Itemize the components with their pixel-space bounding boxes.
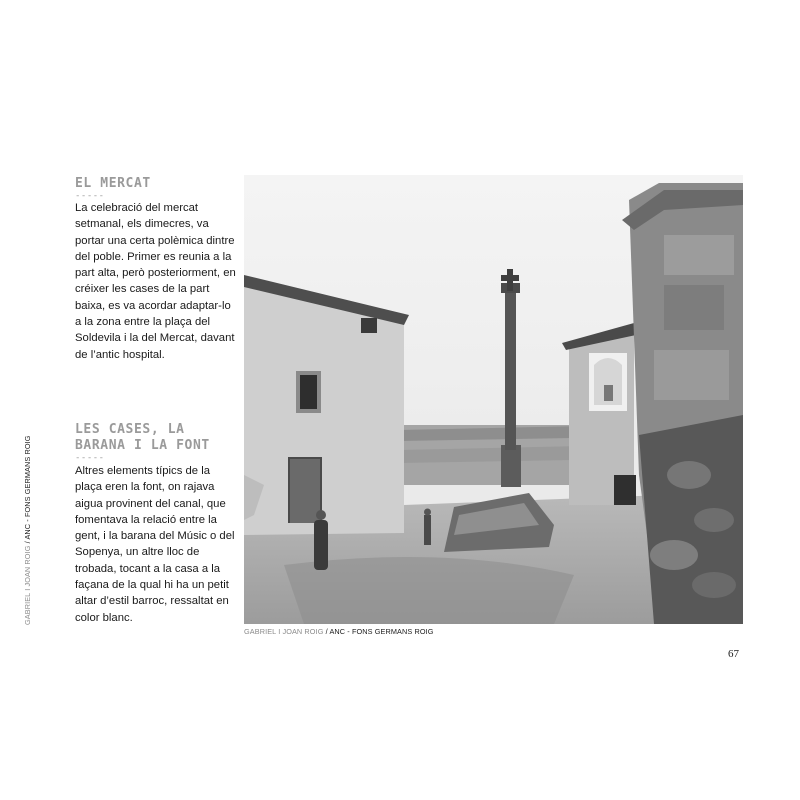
section-body-el-mercat: La celebració del mercat setmanal, els dimecres, va portar una certa polèmica dintre del poble. Primer es reunia a la part alta, però posteriorment, en créixer les cases de la part baixa, es va acordar adaptar-lo a la zona entre la plaça del Soldevila i la del Mercat, davant de l’antic hospital. bbox=[75, 202, 236, 361]
section-body-les-cases: Altres elements típics de la plaça eren la font, on rajava aigua provinent del canal, que fomentava la relació entre la gent, i la barana del Músic o del Sopenya, un altre lloc de trobada, tocant a la casa a la façana de la qual hi ha un petit altar d’estil barroc, ressaltat en color blanc. bbox=[75, 465, 235, 624]
photo-credit-authors: GABRIEL I JOAN ROIG bbox=[244, 627, 324, 636]
section-divider-2: ----- bbox=[75, 453, 105, 463]
section-title-el-mercat: EL MERCAT bbox=[75, 176, 151, 191]
section-divider-1: ----- bbox=[75, 191, 105, 201]
side-credit-authors: GABRIEL I JOAN ROIG bbox=[23, 545, 32, 625]
photo-credit-separator: / bbox=[323, 627, 330, 636]
photo-credit bbox=[244, 627, 434, 636]
side-photo-credit bbox=[23, 435, 32, 625]
page-number: 67 bbox=[728, 648, 739, 660]
historical-photo bbox=[244, 175, 743, 624]
section-title-les-cases bbox=[75, 422, 210, 454]
right-house-with-altar bbox=[562, 323, 636, 505]
side-credit-archive: ANC - FONS GERMANS ROIG bbox=[23, 435, 32, 540]
section-title-line-2: BARANA I LA FONT bbox=[75, 438, 210, 453]
man-figure bbox=[424, 509, 431, 546]
left-house bbox=[244, 275, 409, 535]
section-title-line-1: LES CASES, LA bbox=[75, 422, 185, 437]
photo-credit-archive: ANC - FONS GERMANS ROIG bbox=[329, 627, 434, 636]
side-credit-separator: / bbox=[23, 539, 32, 546]
